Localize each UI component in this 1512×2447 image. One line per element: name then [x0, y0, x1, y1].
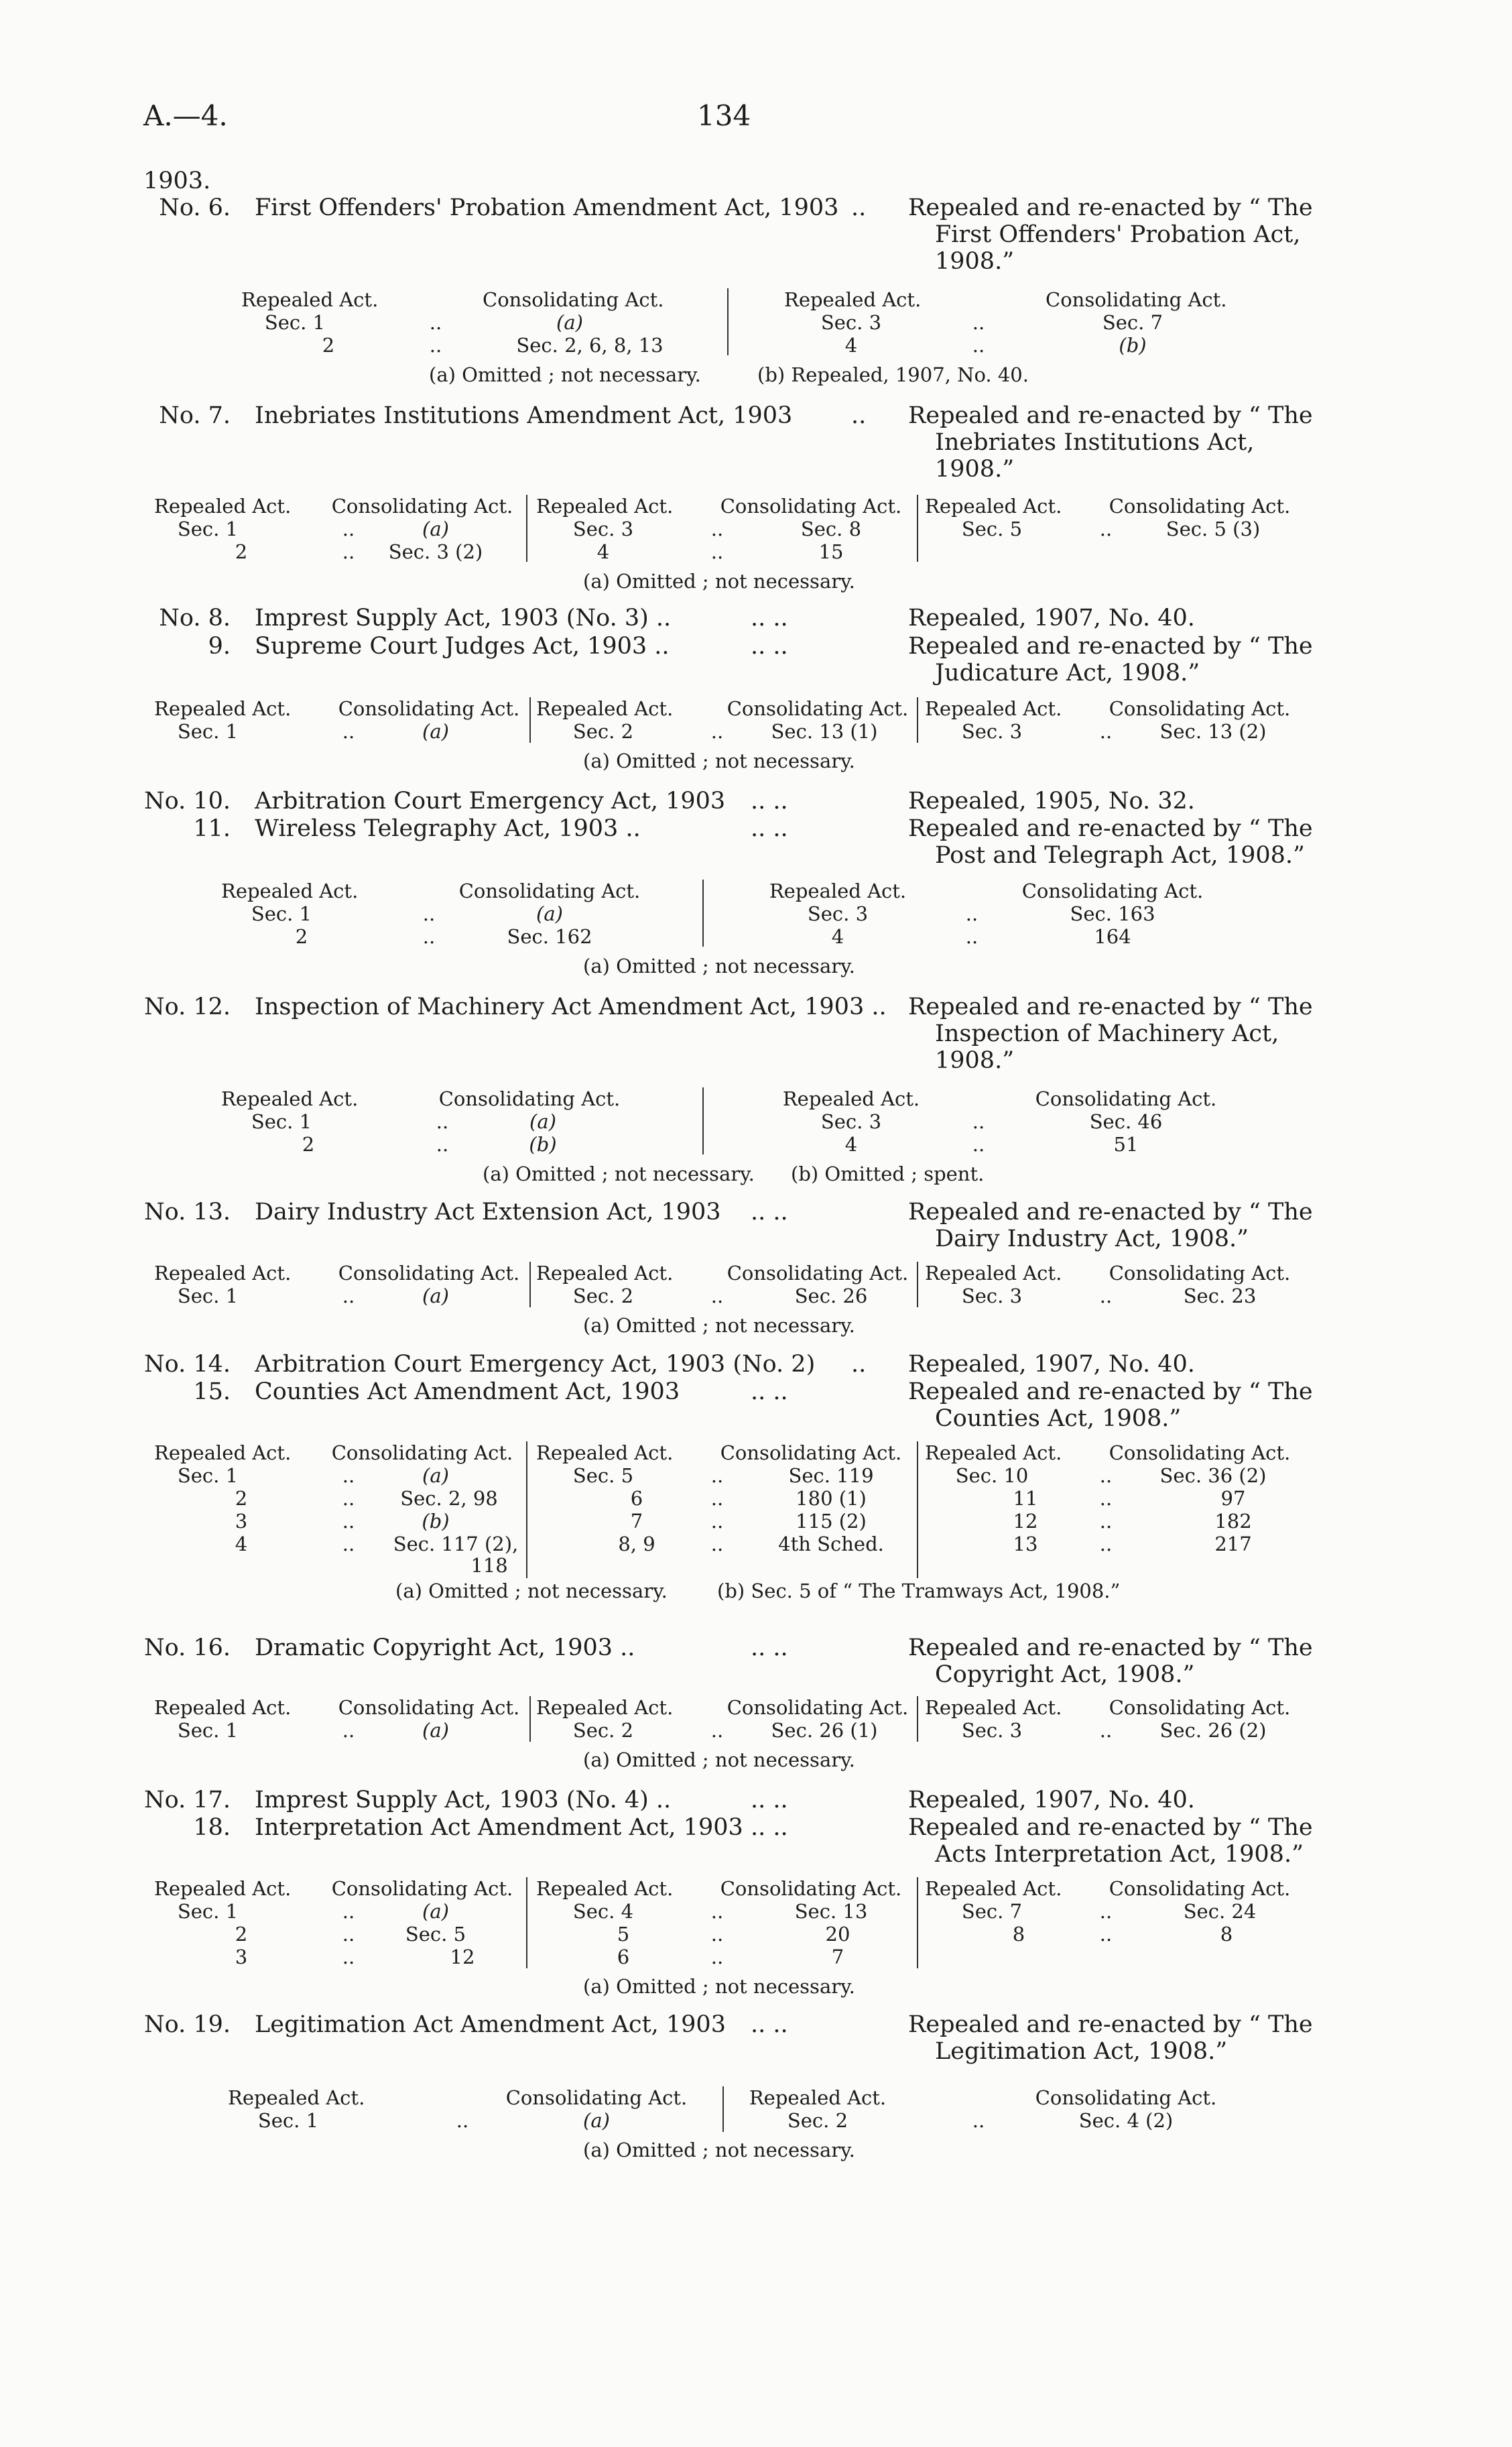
leader-dots: ..	[972, 1110, 985, 1133]
column-divider	[917, 1696, 918, 1742]
table-cell: 182	[1214, 1510, 1252, 1533]
leader-dots: ..	[1099, 1510, 1113, 1533]
act-number: No. 8.	[159, 605, 231, 632]
col-header-repealed: Repealed Act.	[154, 697, 292, 720]
col-header-consolidating: Consolidating Act.	[331, 1441, 513, 1464]
footnote: (b) Sec. 5 of “ The Tramways Act, 1908.”	[717, 1579, 1121, 1602]
column-divider	[722, 2086, 724, 2132]
col-header-repealed: Repealed Act.	[154, 1262, 292, 1285]
table-cell: Sec. 3	[820, 1110, 882, 1133]
act-title: Supreme Court Judges Act, 1903 ..	[255, 633, 670, 660]
leader-dots: ..	[342, 1510, 355, 1533]
col-header-repealed: Repealed Act.	[536, 1441, 674, 1464]
leader-dots: ..	[851, 194, 867, 221]
leader-dots: ..	[342, 1285, 355, 1307]
col-header-repealed: Repealed Act.	[769, 880, 907, 902]
leader-dots: ..	[342, 1464, 355, 1487]
act-status: Repealed and re-enacted by “ The Copyright Act, 1908.”	[908, 1634, 1313, 1688]
act-title: Interpretation Act Amendment Act, 1903	[255, 1814, 743, 1841]
col-header-repealed: Repealed Act.	[154, 1441, 292, 1464]
col-header-repealed: Repealed Act.	[221, 1087, 359, 1110]
col-header-consolidating: Consolidating Act.	[338, 697, 520, 720]
leader-dots: ..	[1099, 1900, 1113, 1923]
table-cell: 15	[818, 540, 844, 563]
table-cell: (a)	[422, 1464, 449, 1487]
act-number: No. 16.	[144, 1634, 231, 1661]
col-header-repealed: Repealed Act.	[749, 2086, 887, 2109]
table-cell: (b)	[529, 1133, 557, 1156]
table-cell: Sec. 1	[177, 720, 239, 743]
year-heading: 1903.	[143, 168, 211, 194]
leader-dots: ..	[710, 720, 724, 743]
col-header-repealed: Repealed Act.	[925, 1262, 1062, 1285]
table-cell: Sec. 8	[800, 518, 862, 540]
table-cell: (a)	[422, 1900, 449, 1923]
table-cell: Sec. 5	[572, 1464, 634, 1487]
column-divider	[526, 1877, 527, 1968]
col-header-repealed: Repealed Act.	[536, 1262, 674, 1285]
table-cell: Sec. 4	[572, 1900, 634, 1923]
table-cell: (b)	[1119, 334, 1147, 357]
leader-dots: ..	[429, 311, 442, 334]
act-status: Repealed, 1907, No. 40.	[908, 1787, 1195, 1813]
table-cell: Sec. 163	[1070, 902, 1155, 925]
footnote: (a) Omitted ; not necessary.	[583, 570, 855, 593]
col-header-consolidating: Consolidating Act.	[1021, 880, 1204, 902]
col-header-consolidating: Consolidating Act.	[438, 1087, 621, 1110]
footnote: (a) Omitted ; not necessary.	[483, 1162, 755, 1185]
leader-dots: ..	[436, 1110, 449, 1133]
act-number: No. 7.	[159, 402, 231, 429]
leader-dots: ..	[1099, 1719, 1113, 1742]
leader-dots: ..	[429, 334, 442, 357]
table-cell: Sec. 13 (1)	[771, 720, 878, 743]
leader-dots: ..	[342, 1900, 355, 1923]
table-cell: Sec. 162	[507, 925, 592, 948]
column-divider	[529, 697, 531, 743]
leader-dots: ..	[710, 1285, 724, 1307]
table-cell: Sec. 7	[1102, 311, 1163, 334]
table-cell: 97	[1220, 1487, 1246, 1510]
col-header-consolidating: Consolidating Act.	[505, 2086, 688, 2109]
col-header-repealed: Repealed Act.	[154, 1877, 292, 1900]
column-divider	[526, 495, 527, 562]
table-cell: 2	[235, 1487, 248, 1510]
column-divider	[702, 1087, 704, 1154]
table-cell: Sec. 5	[961, 518, 1023, 540]
act-title: Wireless Telegraphy Act, 1903 ..	[255, 815, 641, 842]
act-status: Repealed and re-enacted by “ The Inebriates Institutions Act, 1908.”	[908, 402, 1313, 483]
col-header-consolidating: Consolidating Act.	[1109, 1441, 1291, 1464]
leader-dots: ..	[972, 2109, 985, 2132]
table-cell: Sec. 1	[177, 1900, 239, 1923]
col-header-consolidating: Consolidating Act.	[727, 1696, 909, 1719]
table-cell: Sec. 26 (2)	[1159, 1719, 1267, 1742]
leader-dots: ..	[710, 518, 724, 540]
act-title: Dramatic Copyright Act, 1903 ..	[255, 1634, 635, 1661]
act-title: Arbitration Court Emergency Act, 1903 (No. 2)	[255, 1351, 816, 1378]
act-title: Imprest Supply Act, 1903 (No. 3) ..	[255, 605, 672, 632]
table-cell: 4	[235, 1533, 248, 1555]
col-header-repealed: Repealed Act.	[784, 288, 922, 311]
table-cell: Sec. 26 (1)	[771, 1719, 878, 1742]
col-header-repealed: Repealed Act.	[241, 288, 379, 311]
act-status: Repealed and re-enacted by “ The Dairy Industry Act, 1908.”	[908, 1199, 1313, 1252]
table-cell: Sec. 119	[788, 1464, 874, 1487]
col-header-consolidating: Consolidating Act.	[720, 1877, 902, 1900]
table-cell: Sec. 2	[572, 720, 634, 743]
col-header-consolidating: Consolidating Act.	[458, 880, 641, 902]
col-header-consolidating: Consolidating Act.	[1109, 1262, 1291, 1285]
table-cell: 51	[1113, 1133, 1139, 1156]
table-cell: 118	[470, 1554, 508, 1577]
table-cell: 164	[1094, 925, 1131, 948]
leader-dots: .. ..	[751, 1814, 788, 1841]
table-cell: (a)	[422, 518, 449, 540]
leader-dots: ..	[710, 1510, 724, 1533]
col-header-consolidating: Consolidating Act.	[1109, 697, 1291, 720]
footnote: (a) Omitted ; not necessary.	[395, 1579, 668, 1602]
col-header-consolidating: Consolidating Act.	[1035, 1087, 1217, 1110]
act-number: No. 13.	[144, 1199, 231, 1226]
footnote: (b) Repealed, 1907, No. 40.	[757, 363, 1029, 386]
leader-dots: ..	[342, 1923, 355, 1946]
footnote: (a) Omitted ; not necessary.	[583, 1314, 855, 1337]
table-cell: Sec. 3	[961, 1719, 1023, 1742]
act-status: Repealed and re-enacted by “ The Acts Interpretation Act, 1908.”	[908, 1814, 1313, 1868]
col-header-repealed: Repealed Act.	[782, 1087, 920, 1110]
act-title: Arbitration Court Emergency Act, 1903	[255, 788, 726, 815]
table-cell: Sec. 2	[572, 1719, 634, 1742]
leader-dots: ..	[710, 1719, 724, 1742]
leader-dots: ..	[710, 1487, 724, 1510]
table-cell: Sec. 24	[1183, 1900, 1257, 1923]
act-status: Repealed and re-enacted by “ The Judicature Act, 1908.”	[908, 633, 1313, 687]
act-number: 11.	[193, 815, 231, 842]
series-code: A.—4.	[143, 99, 228, 132]
table-cell: Sec. 1	[177, 1719, 239, 1742]
footnote: (a) Omitted ; not necessary.	[583, 1748, 855, 1771]
leader-dots: .. ..	[751, 605, 788, 632]
leader-dots: ..	[972, 334, 985, 357]
table-cell: 4	[844, 1133, 858, 1156]
act-number: No. 12.	[144, 994, 231, 1020]
table-cell: 11	[1013, 1487, 1038, 1510]
table-cell: Sec. 26	[794, 1285, 868, 1307]
act-title: Dairy Industry Act Extension Act, 1903	[255, 1199, 721, 1226]
table-cell: 20	[825, 1923, 850, 1946]
leader-dots: ..	[972, 311, 985, 334]
leader-dots: ..	[710, 540, 724, 563]
leader-dots: ..	[710, 1923, 724, 1946]
col-header-consolidating: Consolidating Act.	[331, 495, 513, 518]
table-cell: 2	[235, 540, 248, 563]
column-divider	[917, 1441, 918, 1578]
table-cell: 3	[235, 1946, 248, 1968]
table-cell: Sec. 1	[251, 1110, 312, 1133]
col-header-consolidating: Consolidating Act.	[720, 495, 902, 518]
table-cell: Sec. 3 (2)	[388, 540, 483, 563]
column-divider	[917, 697, 918, 743]
table-cell: 3	[235, 1510, 248, 1533]
table-cell: (a)	[556, 311, 583, 334]
table-cell: 8	[1220, 1923, 1233, 1946]
table-cell: 4	[596, 540, 610, 563]
leader-dots: .. ..	[751, 2011, 788, 2038]
leader-dots: ..	[965, 902, 979, 925]
table-cell: Sec. 13 (2)	[1159, 720, 1267, 743]
table-cell: 5	[617, 1923, 630, 1946]
act-title: Inebriates Institutions Amendment Act, 1903	[255, 402, 793, 429]
leader-dots: ..	[422, 902, 436, 925]
table-cell: Sec. 3	[807, 902, 869, 925]
leader-dots: ..	[1099, 1285, 1113, 1307]
col-header-consolidating: Consolidating Act.	[338, 1262, 520, 1285]
col-header-repealed: Repealed Act.	[925, 495, 1062, 518]
table-cell: 6	[630, 1487, 643, 1510]
column-divider	[727, 288, 729, 355]
leader-dots: ..	[1099, 1923, 1113, 1946]
col-header-repealed: Repealed Act.	[154, 1696, 292, 1719]
col-header-consolidating: Consolidating Act.	[720, 1441, 902, 1464]
table-cell: 7	[630, 1510, 643, 1533]
footnote: (a) Omitted ; not necessary.	[583, 1975, 855, 1998]
leader-dots: ..	[342, 1946, 355, 1968]
act-number: No. 19.	[144, 2011, 231, 2038]
table-cell: 7	[831, 1946, 844, 1968]
footnote: (b) Omitted ; spent.	[791, 1162, 985, 1185]
column-divider	[702, 880, 704, 947]
column-divider	[917, 495, 918, 562]
table-cell: 12	[1013, 1510, 1038, 1533]
table-cell: Sec. 1	[251, 902, 312, 925]
leader-dots: ..	[710, 1464, 724, 1487]
act-number: 15.	[193, 1378, 231, 1405]
table-cell: (a)	[422, 720, 449, 743]
act-title: Inspection of Machinery Act Amendment Act, 1903 ..	[255, 994, 887, 1020]
leader-dots: ..	[710, 1946, 724, 1968]
col-header-repealed: Repealed Act.	[221, 880, 359, 902]
table-cell: Sec. 3	[961, 720, 1023, 743]
table-cell: 12	[450, 1946, 475, 1968]
table-cell: Sec. 46	[1089, 1110, 1163, 1133]
table-cell: 2	[295, 925, 308, 948]
table-cell: Sec. 5	[405, 1923, 466, 1946]
act-title: Imprest Supply Act, 1903 (No. 4) ..	[255, 1787, 672, 1813]
leader-dots: ..	[1099, 720, 1113, 743]
leader-dots: ..	[1099, 1533, 1113, 1555]
leader-dots: ..	[342, 518, 355, 540]
leader-dots: ..	[342, 720, 355, 743]
column-divider	[529, 1262, 531, 1307]
col-header-consolidating: Consolidating Act.	[1109, 495, 1291, 518]
col-header-consolidating: Consolidating Act.	[1109, 1696, 1291, 1719]
leader-dots: ..	[342, 1719, 355, 1742]
table-cell: Sec. 5 (3)	[1166, 518, 1261, 540]
col-header-repealed: Repealed Act.	[536, 1696, 674, 1719]
col-header-repealed: Repealed Act.	[925, 1441, 1062, 1464]
leader-dots: ..	[851, 402, 867, 429]
leader-dots: ..	[342, 540, 355, 563]
leader-dots: ..	[1099, 1464, 1113, 1487]
act-status: Repealed, 1907, No. 40.	[908, 605, 1195, 632]
table-cell: 4th Sched.	[778, 1533, 884, 1555]
table-cell: Sec. 2	[787, 2109, 848, 2132]
col-header-repealed: Repealed Act.	[536, 495, 674, 518]
leader-dots: .. ..	[751, 1199, 788, 1226]
col-header-consolidating: Consolidating Act.	[338, 1696, 520, 1719]
table-cell: Sec. 10	[955, 1464, 1029, 1487]
leader-dots: .. ..	[751, 1378, 788, 1405]
table-cell: Sec. 4 (2)	[1078, 2109, 1174, 2132]
table-cell: (a)	[422, 1285, 449, 1307]
table-cell: (a)	[536, 902, 563, 925]
column-divider	[917, 1262, 918, 1307]
table-cell: 2	[235, 1923, 248, 1946]
table-cell: 6	[617, 1946, 630, 1968]
act-status: Repealed and re-enacted by “ The Legitimation Act, 1908.”	[908, 2011, 1313, 2065]
table-cell: Sec. 1	[257, 2109, 319, 2132]
leader-dots: .. ..	[751, 815, 788, 842]
table-cell: Sec. 1	[177, 1285, 239, 1307]
table-cell: Sec. 7	[961, 1900, 1023, 1923]
act-title: First Offenders' Probation Amendment Act, 1903	[255, 194, 839, 221]
table-cell: Sec. 1	[177, 1464, 239, 1487]
leader-dots: ..	[710, 1900, 724, 1923]
table-cell: 13	[1013, 1533, 1038, 1555]
act-number: No. 6.	[159, 194, 231, 221]
table-cell: (b)	[422, 1510, 450, 1533]
column-divider	[526, 1441, 527, 1578]
footnote: (a) Omitted ; not necessary.	[583, 750, 855, 772]
table-cell: 115 (2)	[796, 1510, 867, 1533]
table-cell: Sec. 2, 6, 8, 13	[516, 334, 664, 357]
act-title: Counties Act Amendment Act, 1903	[255, 1378, 680, 1405]
leader-dots: .. ..	[751, 633, 788, 660]
act-number: No. 17.	[144, 1787, 231, 1813]
page-number: 134	[697, 99, 751, 132]
col-header-consolidating: Consolidating Act.	[483, 288, 664, 311]
table-cell: (a)	[422, 1719, 449, 1742]
table-cell: Sec. 23	[1183, 1285, 1257, 1307]
act-status: Repealed and re-enacted by “ The Post and Telegraph Act, 1908.”	[908, 815, 1313, 869]
table-cell: 2	[302, 1133, 315, 1156]
leader-dots: ..	[342, 1487, 355, 1510]
leader-dots: ..	[422, 925, 436, 948]
leader-dots: ..	[456, 2109, 469, 2132]
col-header-repealed: Repealed Act.	[154, 495, 292, 518]
table-cell: 180 (1)	[796, 1487, 867, 1510]
col-header-repealed: Repealed Act.	[925, 1877, 1062, 1900]
leader-dots: ..	[1099, 1487, 1113, 1510]
col-header-consolidating: Consolidating Act.	[331, 1877, 513, 1900]
col-header-consolidating: Consolidating Act.	[727, 1262, 909, 1285]
act-status: Repealed and re-enacted by “ The Inspection of Machinery Act, 1908.”	[908, 994, 1313, 1074]
table-cell: Sec. 36 (2)	[1159, 1464, 1267, 1487]
leader-dots: ..	[342, 1533, 355, 1555]
col-header-repealed: Repealed Act.	[925, 697, 1062, 720]
leader-dots: .. ..	[751, 1634, 788, 1661]
leader-dots: ..	[436, 1133, 449, 1156]
act-number: 9.	[208, 633, 231, 660]
col-header-consolidating: Consolidating Act.	[727, 697, 909, 720]
col-header-repealed: Repealed Act.	[228, 2086, 365, 2109]
table-cell: 8, 9	[618, 1533, 655, 1555]
act-number: No. 14.	[144, 1351, 231, 1378]
table-cell: 4	[844, 334, 858, 357]
leader-dots: .. ..	[751, 1787, 788, 1813]
col-header-consolidating: Consolidating Act.	[1035, 2086, 1217, 2109]
table-cell: Sec. 1	[264, 311, 326, 334]
table-cell: (a)	[583, 2109, 610, 2132]
act-title: Legitimation Act Amendment Act, 1903	[255, 2011, 726, 2038]
leader-dots: .. ..	[751, 788, 788, 815]
footnote: (a) Omitted ; not necessary.	[583, 955, 855, 977]
leader-dots: ..	[710, 1533, 724, 1555]
table-cell: 4	[831, 925, 844, 948]
act-number: 18.	[193, 1814, 231, 1841]
act-status: Repealed, 1905, No. 32.	[908, 788, 1195, 815]
act-status: Repealed and re-enacted by “ The Counties Act, 1908.”	[908, 1378, 1313, 1432]
leader-dots: ..	[851, 1351, 867, 1378]
act-number: No. 10.	[144, 788, 231, 815]
leader-dots: ..	[972, 1133, 985, 1156]
column-divider	[529, 1696, 531, 1742]
footnote: (a) Omitted ; not necessary.	[583, 2139, 855, 2161]
act-status: Repealed and re-enacted by “ The First Offenders' Probation Act, 1908.”	[908, 194, 1313, 275]
column-divider	[917, 1877, 918, 1968]
table-cell: Sec. 2, 98	[400, 1487, 498, 1510]
table-cell: Sec. 3	[572, 518, 634, 540]
col-header-repealed: Repealed Act.	[536, 1877, 674, 1900]
col-header-consolidating: Consolidating Act.	[1046, 288, 1227, 311]
table-cell: Sec. 117 (2),	[393, 1533, 519, 1555]
leader-dots: ..	[1099, 518, 1113, 540]
table-cell: Sec. 2	[572, 1285, 634, 1307]
table-cell: Sec. 3	[961, 1285, 1023, 1307]
table-cell: Sec. 3	[820, 311, 882, 334]
col-header-consolidating: Consolidating Act.	[1109, 1877, 1291, 1900]
col-header-repealed: Repealed Act.	[536, 697, 674, 720]
act-status: Repealed, 1907, No. 40.	[908, 1351, 1195, 1378]
table-cell: 2	[322, 334, 335, 357]
table-cell: 217	[1214, 1533, 1252, 1555]
footnote: (a) Omitted ; not necessary.	[429, 363, 701, 386]
table-cell: 8	[1012, 1923, 1025, 1946]
col-header-repealed: Repealed Act.	[925, 1696, 1062, 1719]
table-cell: Sec. 1	[177, 518, 239, 540]
leader-dots: ..	[965, 925, 979, 948]
table-cell: Sec. 13	[794, 1900, 868, 1923]
table-cell: (a)	[529, 1110, 556, 1133]
